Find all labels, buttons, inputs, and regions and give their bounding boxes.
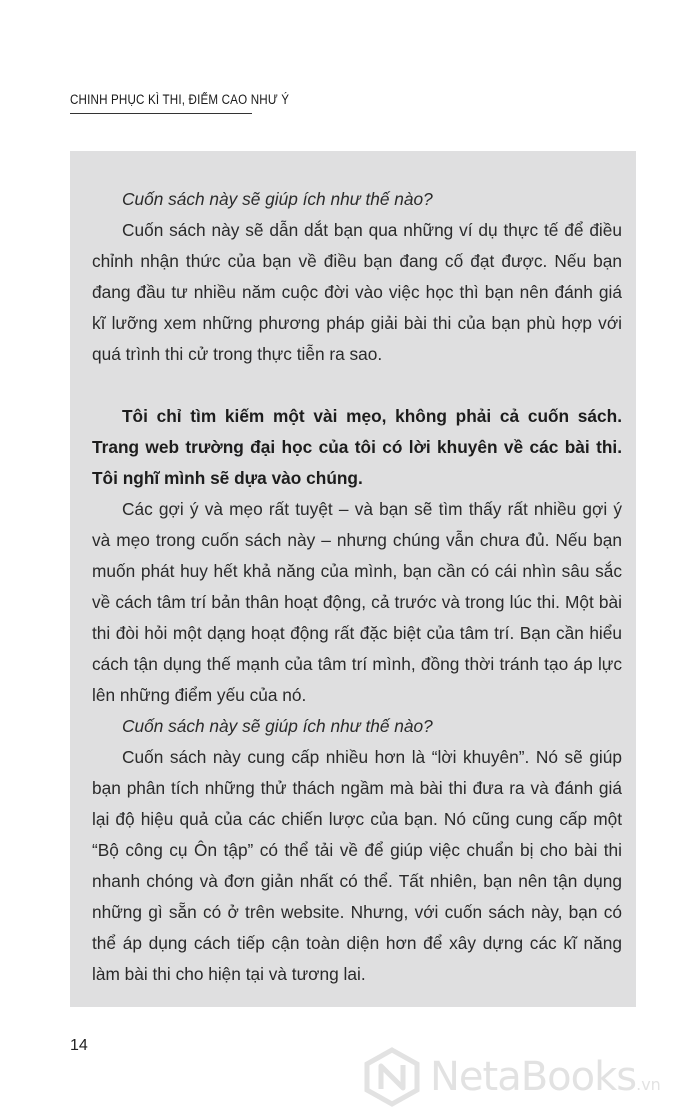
netabooks-logo-icon <box>362 1047 422 1107</box>
watermark <box>362 1042 692 1112</box>
watermark-name: NetaBooks <box>430 1054 637 1100</box>
question-heading-1: Cuốn sách này sẽ giúp ích như thế nào? <box>122 189 433 209</box>
watermark-text <box>430 1054 661 1100</box>
box-content <box>92 184 622 990</box>
paragraph-1: Cuốn sách này sẽ dẫn dắt bạn qua những ví dụ thực tế để điều chỉnh nhận thức của bạn về điều bạn đang cố đạt được. Nếu bạn đang đầu tư nhiều năm cuộc đời vào việc học thì bạn nên đánh giá kĩ lưỡng xem những phương pháp giải bài thi của bạn phù hợp với quá trình thi cử trong thực tiễn ra sao. <box>92 220 622 364</box>
bold-question: Tôi chỉ tìm kiếm một vài mẹo, không phải cả cuốn sách. Trang web trường đại học của tôi có lời khuyên về các bài thi. Tôi nghĩ mình sẽ dựa vào chúng. <box>92 406 622 488</box>
header-underline <box>70 113 252 114</box>
paragraph-2: Các gợi ý và mẹo rất tuyệt – và bạn sẽ tìm thấy rất nhiều gợi ý và mẹo trong cuốn sách này – nhưng chúng vẫn chưa đủ. Nếu bạn muốn phát huy hết khả năng của mình, bạn cần có cái nhìn sâu sắc về cách tâm trí bản thân hoạt động, cả trước và trong lúc thi. Một bài thi đòi hỏi một dạng hoạt động rất đặc biệt của tâm trí. Bạn cần hiểu cách tận dụng thế mạnh của tâm trí mình, đồng thời tránh tạo áp lực lên những điểm yếu của nó. <box>92 499 622 705</box>
running-header: CHINH PHỤC KÌ THI, ĐIỂM CAO NHƯ Ý <box>70 92 290 107</box>
page-number: 14 <box>70 1037 88 1054</box>
paragraph-3: Cuốn sách này cung cấp nhiều hơn là “lời khuyên”. Nó sẽ giúp bạn phân tích những thử thách ngầm mà bài thi đưa ra và đánh giá lại độ hiệu quả của các chiến lược của bạn. Nó cũng cung cấp một “Bộ công cụ Ôn tập” có thể tải về để giúp việc chuẩn bị cho bài thi nhanh chóng và đơn giản nhất có thể. Tất nhiên, bạn nên tận dụng những gì sẵn có ở trên website. Nhưng, với cuốn sách này, bạn có thể áp dụng cách tiếp cận toàn diện hơn để xây dựng các kĩ năng làm bài thi cho hiện tại và tương lai. <box>92 747 622 984</box>
question-heading-2: Cuốn sách này sẽ giúp ích như thế nào? <box>122 716 433 736</box>
watermark-suffix: .vn <box>636 1075 661 1094</box>
